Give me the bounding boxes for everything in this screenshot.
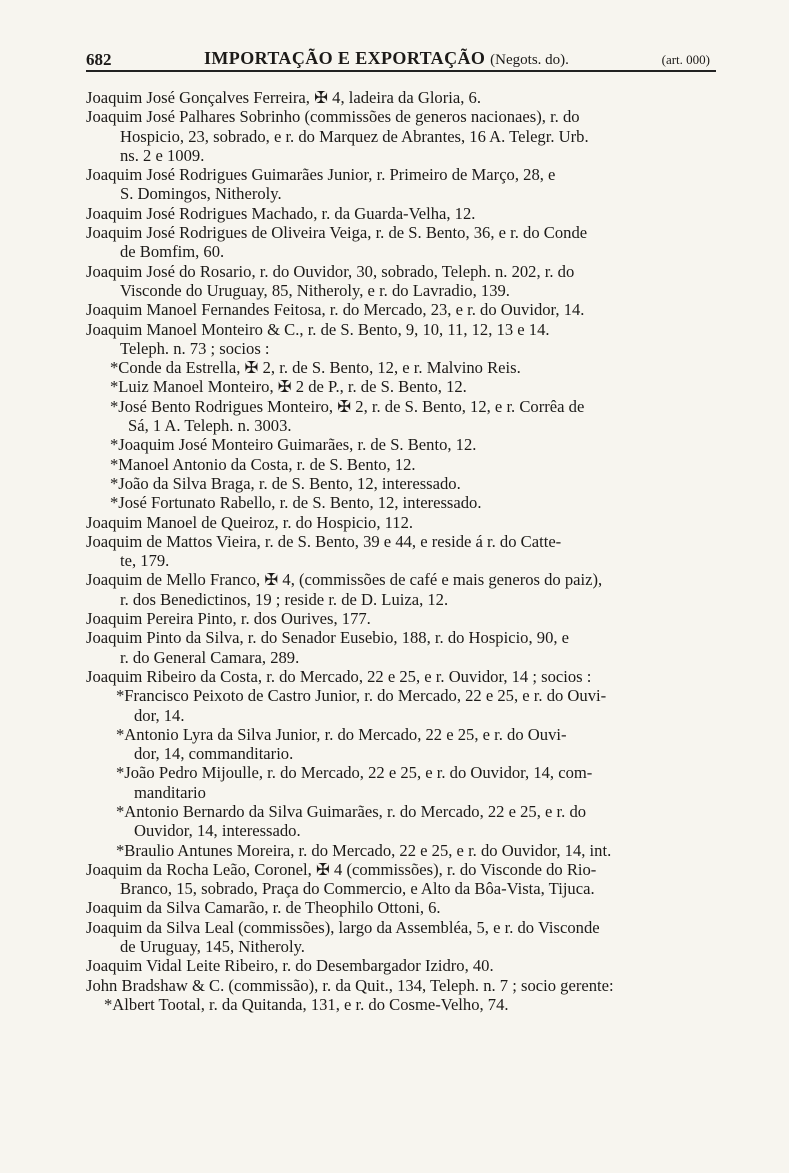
entry-continuation-line: dor, 14. [134,705,185,725]
partner-entry [110,474,789,493]
entry-continuation-line: dor, 14, commanditario. [134,744,294,764]
directory-listing [0,88,789,1014]
directory-entry [86,667,789,686]
entry-line: Joaquim Pinto da Silva, r. do Senador Eusebio, 188, r. do Hospicio, 90, e [86,628,570,648]
directory-entry [86,976,789,995]
directory-entry [86,513,789,532]
running-title-sub: (Negots. do). [490,52,569,68]
partner-entry [110,358,789,377]
entry-continuation-line: r. dos Benedictinos, 19 ; reside r. de D. Luiza, 12. [120,589,449,609]
entry-continuation-line: Sá, 1 A. Teleph. n. 3003. [128,416,292,436]
entry-line: Joaquim da Rocha Leão, Coronel, ✠ 4 (commissões), r. do Visconde do Rio- [86,859,597,879]
entry-line: *José Fortunato Rabello, r. de S. Bento, 12, interessado. [110,493,482,513]
directory-entry [86,107,789,165]
entry-line: Joaquim José Rodrigues Guimarães Junior, r. Primeiro de Março, 28, e [86,165,556,185]
directory-entry [86,165,789,204]
article-reference: (art. 000) [661,52,710,67]
entry-continuation-line: Branco, 15, sobrado, Praça do Commercio, e Alto da Bôa-Vista, Tijuca. [120,879,595,899]
entry-continuation-line: manditario [134,782,206,802]
partner-entry [110,397,789,436]
entry-continuation-line: Ouvidor, 14, interessado. [134,821,301,841]
running-title [204,48,569,69]
entry-line: Joaquim Pereira Pinto, r. dos Ourives, 177. [86,609,371,629]
entry-line: *Albert Tootal, r. da Quitanda, 131, e r. do Cosme-Velho, 74. [104,994,509,1014]
directory-entry [86,320,789,359]
page-header [86,44,716,72]
partner-entry [104,995,789,1014]
partner-entry [116,725,789,764]
partner-entry [116,763,789,802]
entry-continuation-line: Teleph. n. 73 ; socios : [120,338,270,358]
directory-entry [86,898,789,917]
entry-line: *João Pedro Mijoulle, r. do Mercado, 22 e 25, e r. do Ouvidor, 14, com- [116,763,593,783]
entry-continuation-line: de Bomfim, 60. [120,242,225,262]
entry-line: Joaquim José Palhares Sobrinho (commissões de generos nacionaes), r. do [86,107,580,127]
partner-entry [116,802,789,841]
directory-entry [86,300,789,319]
entry-line: *Luiz Manoel Monteiro, ✠ 2 de P., r. de S. Bento, 12. [110,377,467,397]
entry-line: Joaquim Manoel Fernandes Feitosa, r. do Mercado, 23, e r. do Ouvidor, 14. [86,300,585,320]
running-title-main: IMPORTAÇÃO E EXPORTAÇÃO [204,48,486,68]
entry-line: *Francisco Peixoto de Castro Junior, r. do Mercado, 22 e 25, e r. do Ouvi- [116,686,607,706]
directory-entry [86,532,789,571]
directory-entry [86,860,789,899]
entry-line: *Manoel Antonio da Costa, r. de S. Bento, 12. [110,454,416,474]
entry-line: Joaquim de Mattos Vieira, r. de S. Bento, 39 e 44, e reside á r. do Catte- [86,531,562,551]
partner-entry [110,493,789,512]
entry-line: *Conde da Estrella, ✠ 2, r. de S. Bento, 12, e r. Malvino Reis. [110,358,521,378]
directory-entry [86,918,789,957]
entry-line: Joaquim José do Rosario, r. do Ouvidor, 30, sobrado, Teleph. n. 202, r. do [86,261,575,281]
entry-line: *José Bento Rodrigues Monteiro, ✠ 2, r. de S. Bento, 12, e r. Corrêa de [110,396,585,416]
entry-line: Joaquim José Rodrigues de Oliveira Veiga, r. de S. Bento, 36, e r. do Conde [86,223,588,243]
entry-continuation-line: S. Domingos, Nitheroly. [120,184,282,204]
entry-line: Joaquim Manoel de Queiroz, r. do Hospicio, 112. [86,512,414,532]
entry-line: Joaquim Vidal Leite Ribeiro, r. do Desembargador Izidro, 40. [86,956,494,976]
entry-line: Joaquim Ribeiro da Costa, r. do Mercado, 22 e 25, e r. Ouvidor, 14 ; socios : [86,666,592,686]
partner-entry [116,686,789,725]
entry-continuation-line: de Uruguay, 145, Nitheroly. [120,937,305,957]
entry-line: *Braulio Antunes Moreira, r. do Mercado, 22 e 25, e r. do Ouvidor, 14, int. [116,840,612,860]
directory-entry [86,956,789,975]
entry-line: Joaquim da Silva Camarão, r. de Theophilo Ottoni, 6. [86,898,441,918]
entry-line: *Antonio Bernardo da Silva Guimarães, r. do Mercado, 22 e 25, e r. do [116,801,587,821]
entry-line: *Antonio Lyra da Silva Junior, r. do Mercado, 22 e 25, e r. do Ouvi- [116,724,567,744]
directory-entry [86,223,789,262]
entry-line: John Bradshaw & C. (commissão), r. da Quit., 134, Teleph. n. 7 ; socio gerente: [86,975,614,995]
directory-entry [86,204,789,223]
directory-entry [86,262,789,301]
directory-entry [86,88,789,107]
entry-continuation-line: r. do General Camara, 289. [120,647,300,667]
entry-line: *Joaquim José Monteiro Guimarães, r. de S. Bento, 12. [110,435,477,455]
entry-line: Joaquim Manoel Monteiro & C., r. de S. Bento, 9, 10, 11, 12, 13 e 14. [86,319,550,339]
partner-entry [110,455,789,474]
entry-continuation-line: Visconde do Uruguay, 85, Nitheroly, e r. do Lavradio, 139. [120,280,510,300]
entry-continuation-line: ns. 2 e 1009. [120,145,205,165]
entry-line: *João da Silva Braga, r. de S. Bento, 12, interessado. [110,473,461,493]
entry-continuation-line: Hospicio, 23, sobrado, e r. do Marquez de Abrantes, 16 A. Telegr. Urb. [120,126,589,146]
partner-entry [116,841,789,860]
entry-line: Joaquim José Rodrigues Machado, r. da Guarda-Velha, 12. [86,203,476,223]
entry-continuation-line: te, 179. [120,551,170,571]
entry-line: Joaquim de Mello Franco, ✠ 4, (commissões de café e mais generos do paiz), [86,570,603,590]
entry-line: Joaquim da Silva Leal (commissões), largo da Assembléa, 5, e r. do Visconde [86,917,600,937]
partner-entry [110,377,789,396]
directory-entry [86,570,789,609]
partner-entry [110,435,789,454]
page-number: 682 [86,50,112,69]
entry-line: Joaquim José Gonçalves Ferreira, ✠ 4, ladeira da Gloria, 6. [86,88,481,107]
directory-entry [86,628,789,667]
directory-entry [86,609,789,628]
